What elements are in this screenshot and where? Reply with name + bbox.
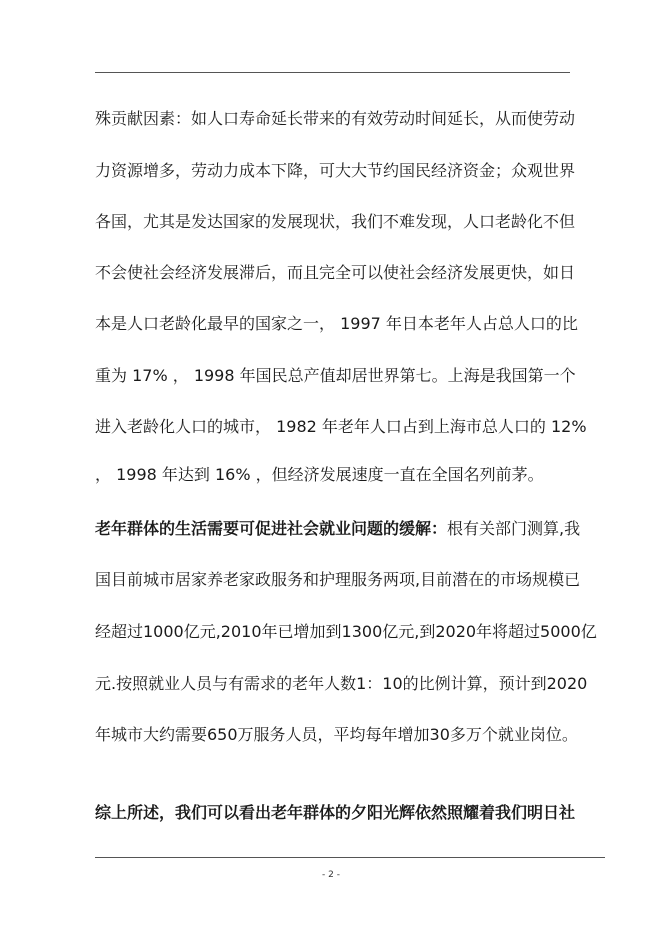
section-heading: 老年群体的生活需要可促进社会就业问题的缓解： bbox=[95, 519, 448, 538]
page-number: - 2 - bbox=[322, 870, 340, 880]
text-line: 殊贡献因素：如人口寿命延长带来的有效劳动时间延长，从而使劳动 bbox=[95, 109, 576, 128]
text-line: 各国，尤其是发达国家的发展现状，我们不难发现，人口老龄化不但 bbox=[95, 212, 576, 231]
text-line: 不会使社会经济发展滞后，而且完全可以使社会经济发展更快，如日 bbox=[95, 263, 576, 282]
text-line: 力资源增多，劳动力成本下降，可大大节约国民经济资金；众观世界 bbox=[95, 161, 576, 180]
text-line: 重为 17% ， 1998 年国民总产值却居世界第七。上海是我国第一个 bbox=[95, 366, 576, 385]
text-line: 年城市大约需要650万服务人员，平均每年增加30多万个就业岗位。 bbox=[95, 725, 578, 744]
footer-rule bbox=[95, 857, 605, 858]
text-line: 进入老龄化人口的城市， 1982 年老年人口占到上海市总人口的 12% bbox=[95, 417, 587, 436]
text-line: 元.按照就业人员与有需求的老年人数1：10的比例计算，预计到2020 bbox=[95, 674, 588, 693]
text-span: 根有关部门测算,我 bbox=[447, 519, 581, 538]
text-line bbox=[95, 519, 580, 539]
conclusion-line: 综上所述，我们可以看出老年群体的夕阳光辉依然照耀着我们明日社 bbox=[95, 803, 576, 822]
header-rule bbox=[95, 72, 570, 73]
text-line: ， 1998 年达到 16% ，但经济发展速度一直在全国名列前茅。 bbox=[95, 465, 544, 484]
text-line: 国目前城市居家养老家政服务和护理服务两项,目前潜在的市场规模已 bbox=[95, 570, 581, 589]
text-line: 本是人口老龄化最早的国家之一， 1997 年日本老年人占总人口的比 bbox=[95, 314, 578, 333]
text-line: 经超过1000亿元,2010年已增加到1300亿元,到2020年将超过5000亿 bbox=[95, 622, 597, 641]
